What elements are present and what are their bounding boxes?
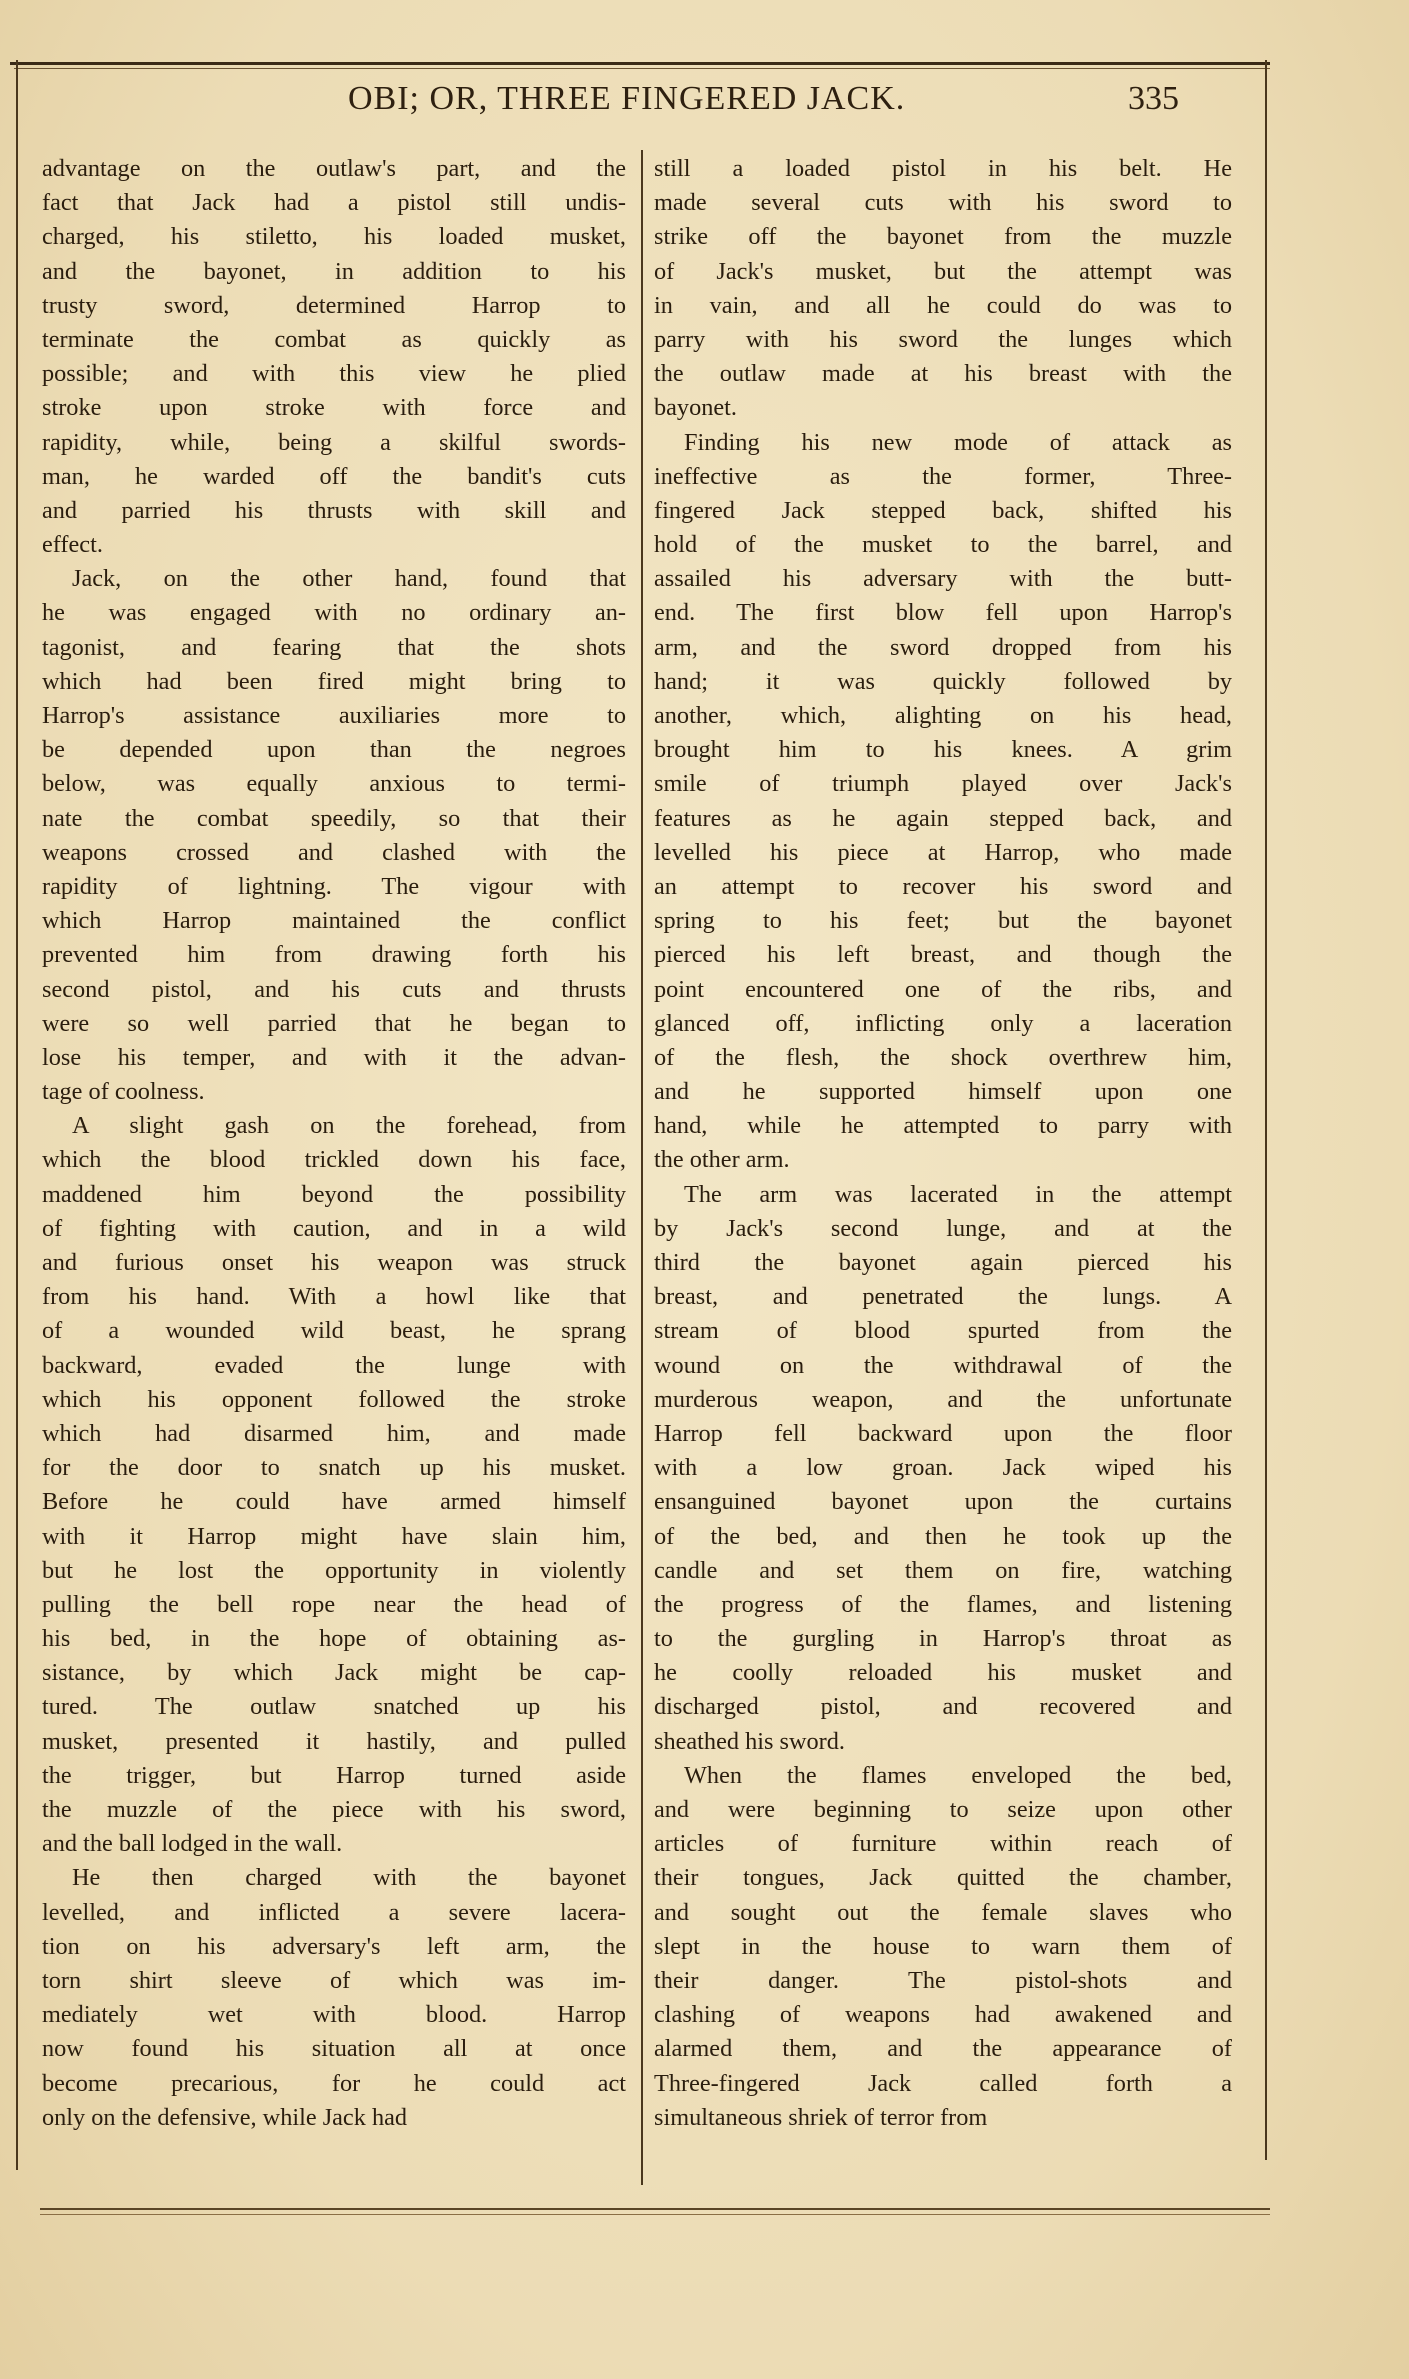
text-line: parry with his sword the lunges which [654, 325, 1232, 353]
text-line: ensanguined bayonet upon the curtains [654, 1488, 1232, 1516]
text-line: ineffective as the former, Three- [654, 462, 1232, 490]
text-line: clashing of weapons had awakened and [654, 2001, 1232, 2029]
text-line: which had been fired might bring to [42, 667, 626, 695]
text-line: weapons crossed and clashed with the [42, 838, 626, 866]
text-line: simultaneous shriek of terror from [654, 2103, 988, 2131]
text-line: possible; and with this view he plied [42, 360, 626, 388]
text-line: levelled his piece at Harrop, who made [654, 838, 1232, 866]
text-line: his bed, in the hope of obtaining as- [42, 1625, 626, 1653]
text-line: which had disarmed him, and made [42, 1419, 626, 1447]
text-line: and furious onset his weapon was struck [42, 1249, 626, 1276]
text-line: articles of furniture within reach of [654, 1830, 1232, 1858]
text-line: tagonist, and fearing that the shots [42, 633, 626, 661]
text-line: prevented him from drawing forth his [42, 941, 626, 969]
column-divider [641, 150, 643, 2185]
text-line: backward, evaded the lunge with [42, 1351, 626, 1379]
text-line: bayonet. [654, 394, 737, 422]
text-line: pulling the bell rope near the head of [42, 1590, 626, 1618]
running-header [20, 80, 1260, 140]
bottom-rule-thin [40, 2214, 1270, 2215]
text-line: nate the combat speedily, so that their [42, 804, 626, 832]
text-line: and he supported himself upon one [654, 1078, 1232, 1106]
left-column [42, 152, 626, 2135]
text-line: slept in the house to warn them of [654, 1932, 1232, 1960]
text-line: only on the defensive, while Jack had [42, 2103, 408, 2131]
text-line: tion on his adversary's left arm, the [42, 1932, 626, 1960]
text-line: Three-fingered Jack called forth a [654, 2069, 1232, 2097]
text-line: Harrop's assistance auxiliaries more to [42, 702, 626, 729]
text-line: Harrop fell backward upon the floor [654, 1419, 1232, 1447]
text-line: pierced his left breast, and though the [654, 941, 1232, 969]
text-line: fact that Jack had a pistol still undis- [42, 189, 626, 217]
text-line: he was engaged with no ordinary an- [42, 599, 626, 627]
text-line: tage of coolness. [42, 1078, 205, 1106]
text-line: still a loaded pistol in his belt. He [654, 155, 1232, 182]
text-line: fingered Jack stepped back, shifted his [654, 496, 1232, 524]
running-title: OBI; OR, THREE FINGERED JACK. [348, 80, 906, 117]
text-line: below, was equally anxious to termi- [42, 770, 626, 798]
text-line: of the bed, and then he took up the [654, 1522, 1232, 1550]
text-line: and the bayonet, in addition to his [42, 257, 626, 285]
text-line: with a low groan. Jack wiped his [654, 1454, 1232, 1482]
text-line: tured. The outlaw snatched up his [42, 1693, 626, 1721]
text-line: advantage on the outlaw's part, and the [42, 155, 626, 182]
text-line: mediately wet with blood. Harrop [42, 2001, 626, 2029]
text-line: end. The first blow fell upon Harrop's [654, 599, 1232, 627]
text-line: wound on the withdrawal of the [654, 1351, 1232, 1379]
text-line: alarmed them, and the appearance of [654, 2035, 1232, 2063]
text-line: effect. [42, 531, 103, 559]
text-line: the other arm. [654, 1146, 790, 1174]
text-line: trusty sword, determined Harrop to [42, 291, 626, 319]
text-line: another, which, alighting on his head, [654, 702, 1232, 729]
text-line: in vain, and all he could do was to [654, 291, 1232, 319]
right-frame-rule [1265, 60, 1267, 2160]
text-line: Jack, on the other hand, found that [72, 565, 626, 593]
text-line: man, he warded off the bandit's cuts [42, 462, 626, 490]
text-line: rapidity, while, being a skilful swords- [42, 428, 626, 456]
text-line: charged, his stiletto, his loaded musket, [42, 223, 626, 251]
text-line: He then charged with the bayonet [72, 1864, 626, 1892]
text-line: of Jack's musket, but the attempt was [654, 257, 1232, 285]
top-rule-thin [14, 68, 1270, 69]
text-line: discharged pistol, and recovered and [654, 1693, 1232, 1721]
left-frame-rule [16, 60, 18, 2170]
text-line: and sought out the female slaves who [654, 1898, 1232, 1926]
text-line: be depended upon than the negroes [42, 736, 626, 764]
text-line: the trigger, but Harrop turned aside [42, 1761, 626, 1789]
top-rule [10, 62, 1270, 65]
text-line: rapidity of lightning. The vigour with [42, 872, 626, 900]
text-line: torn shirt sleeve of which was im- [42, 1966, 626, 1994]
text-line: hand, while he attempted to parry with [654, 1112, 1232, 1140]
text-line: which his opponent followed the stroke [42, 1385, 626, 1413]
right-column [654, 152, 1232, 2135]
text-line: and parried his thrusts with skill and [42, 496, 626, 524]
text-line: musket, presented it hastily, and pulled [42, 1727, 626, 1755]
text-line: hand; it was quickly followed by [654, 667, 1232, 695]
text-line: A slight gash on the forehead, from [72, 1112, 626, 1140]
text-line: stream of blood spurted from the [654, 1317, 1232, 1345]
text-line: the outlaw made at his breast with the [654, 360, 1232, 388]
text-line: spring to his feet; but the bayonet [654, 907, 1232, 935]
text-line: candle and set them on fire, watching [654, 1556, 1232, 1584]
text-line: to the gurgling in Harrop's throat as [654, 1625, 1232, 1653]
text-line: stroke upon stroke with force and [42, 394, 626, 422]
text-line: strike off the bayonet from the muzzle [654, 223, 1232, 251]
text-line: their tongues, Jack quitted the chamber, [654, 1864, 1232, 1892]
text-line: but he lost the opportunity in violently [42, 1556, 626, 1584]
text-line: sistance, by which Jack might be cap- [42, 1659, 626, 1687]
text-line: When the flames enveloped the bed, [684, 1761, 1232, 1789]
text-line: terminate the combat as quickly as [42, 325, 626, 353]
text-line: arm, and the sword dropped from his [654, 633, 1232, 661]
text-line: which the blood trickled down his face, [42, 1146, 626, 1174]
text-line: and the ball lodged in the wall. [42, 1830, 343, 1858]
text-line: levelled, and inflicted a severe lacera- [42, 1898, 626, 1926]
text-line: lose his temper, and with it the advan- [42, 1043, 626, 1071]
text-line: second pistol, and his cuts and thrusts [42, 975, 626, 1003]
text-line: of the flesh, the shock overthrew him, [654, 1043, 1232, 1071]
text-line: smile of triumph played over Jack's [654, 770, 1232, 798]
text-line: become precarious, for he could act [42, 2069, 626, 2097]
text-line: murderous weapon, and the unfortunate [654, 1385, 1232, 1413]
text-line: the progress of the flames, and listening [654, 1590, 1232, 1618]
bottom-rule [40, 2208, 1270, 2210]
text-line: assailed his adversary with the butt- [654, 565, 1232, 593]
text-line: their danger. The pistol-shots and [654, 1966, 1232, 1994]
page-number: 335 [1128, 80, 1179, 117]
text-line: sheathed his sword. [654, 1727, 845, 1755]
text-line: Before he could have armed himself [42, 1488, 626, 1516]
text-line: maddened him beyond the possibility [42, 1180, 626, 1208]
text-line: were so well parried that he began to [42, 1009, 626, 1037]
text-line: with it Harrop might have slain him, [42, 1522, 626, 1550]
text-line: The arm was lacerated in the attempt [684, 1180, 1232, 1208]
text-line: an attempt to recover his sword and [654, 872, 1232, 900]
text-line: by Jack's second lunge, and at the [654, 1214, 1232, 1242]
text-line: brought him to his knees. A grim [654, 736, 1232, 764]
text-line: point encountered one of the ribs, and [654, 975, 1232, 1003]
text-line: third the bayonet again pierced his [654, 1249, 1232, 1276]
text-line: breast, and penetrated the lungs. A [654, 1283, 1232, 1311]
text-line: of fighting with caution, and in a wild [42, 1214, 626, 1242]
text-line: made several cuts with his sword to [654, 189, 1232, 217]
text-line: features as he again stepped back, and [654, 804, 1232, 832]
text-line: and were beginning to seize upon other [654, 1796, 1232, 1823]
text-line: for the door to snatch up his musket. [42, 1454, 626, 1482]
text-line: which Harrop maintained the conflict [42, 907, 626, 935]
text-line: hold of the musket to the barrel, and [654, 531, 1232, 559]
text-line: of a wounded wild beast, he sprang [42, 1317, 626, 1345]
text-line: he coolly reloaded his musket and [654, 1659, 1232, 1687]
text-line: Finding his new mode of attack as [684, 428, 1232, 456]
text-line: from his hand. With a howl like that [42, 1283, 626, 1311]
text-line: now found his situation all at once [42, 2035, 626, 2063]
text-line: glanced off, inflicting only a laceration [654, 1009, 1232, 1037]
text-line: the muzzle of the piece with his sword, [42, 1796, 626, 1823]
